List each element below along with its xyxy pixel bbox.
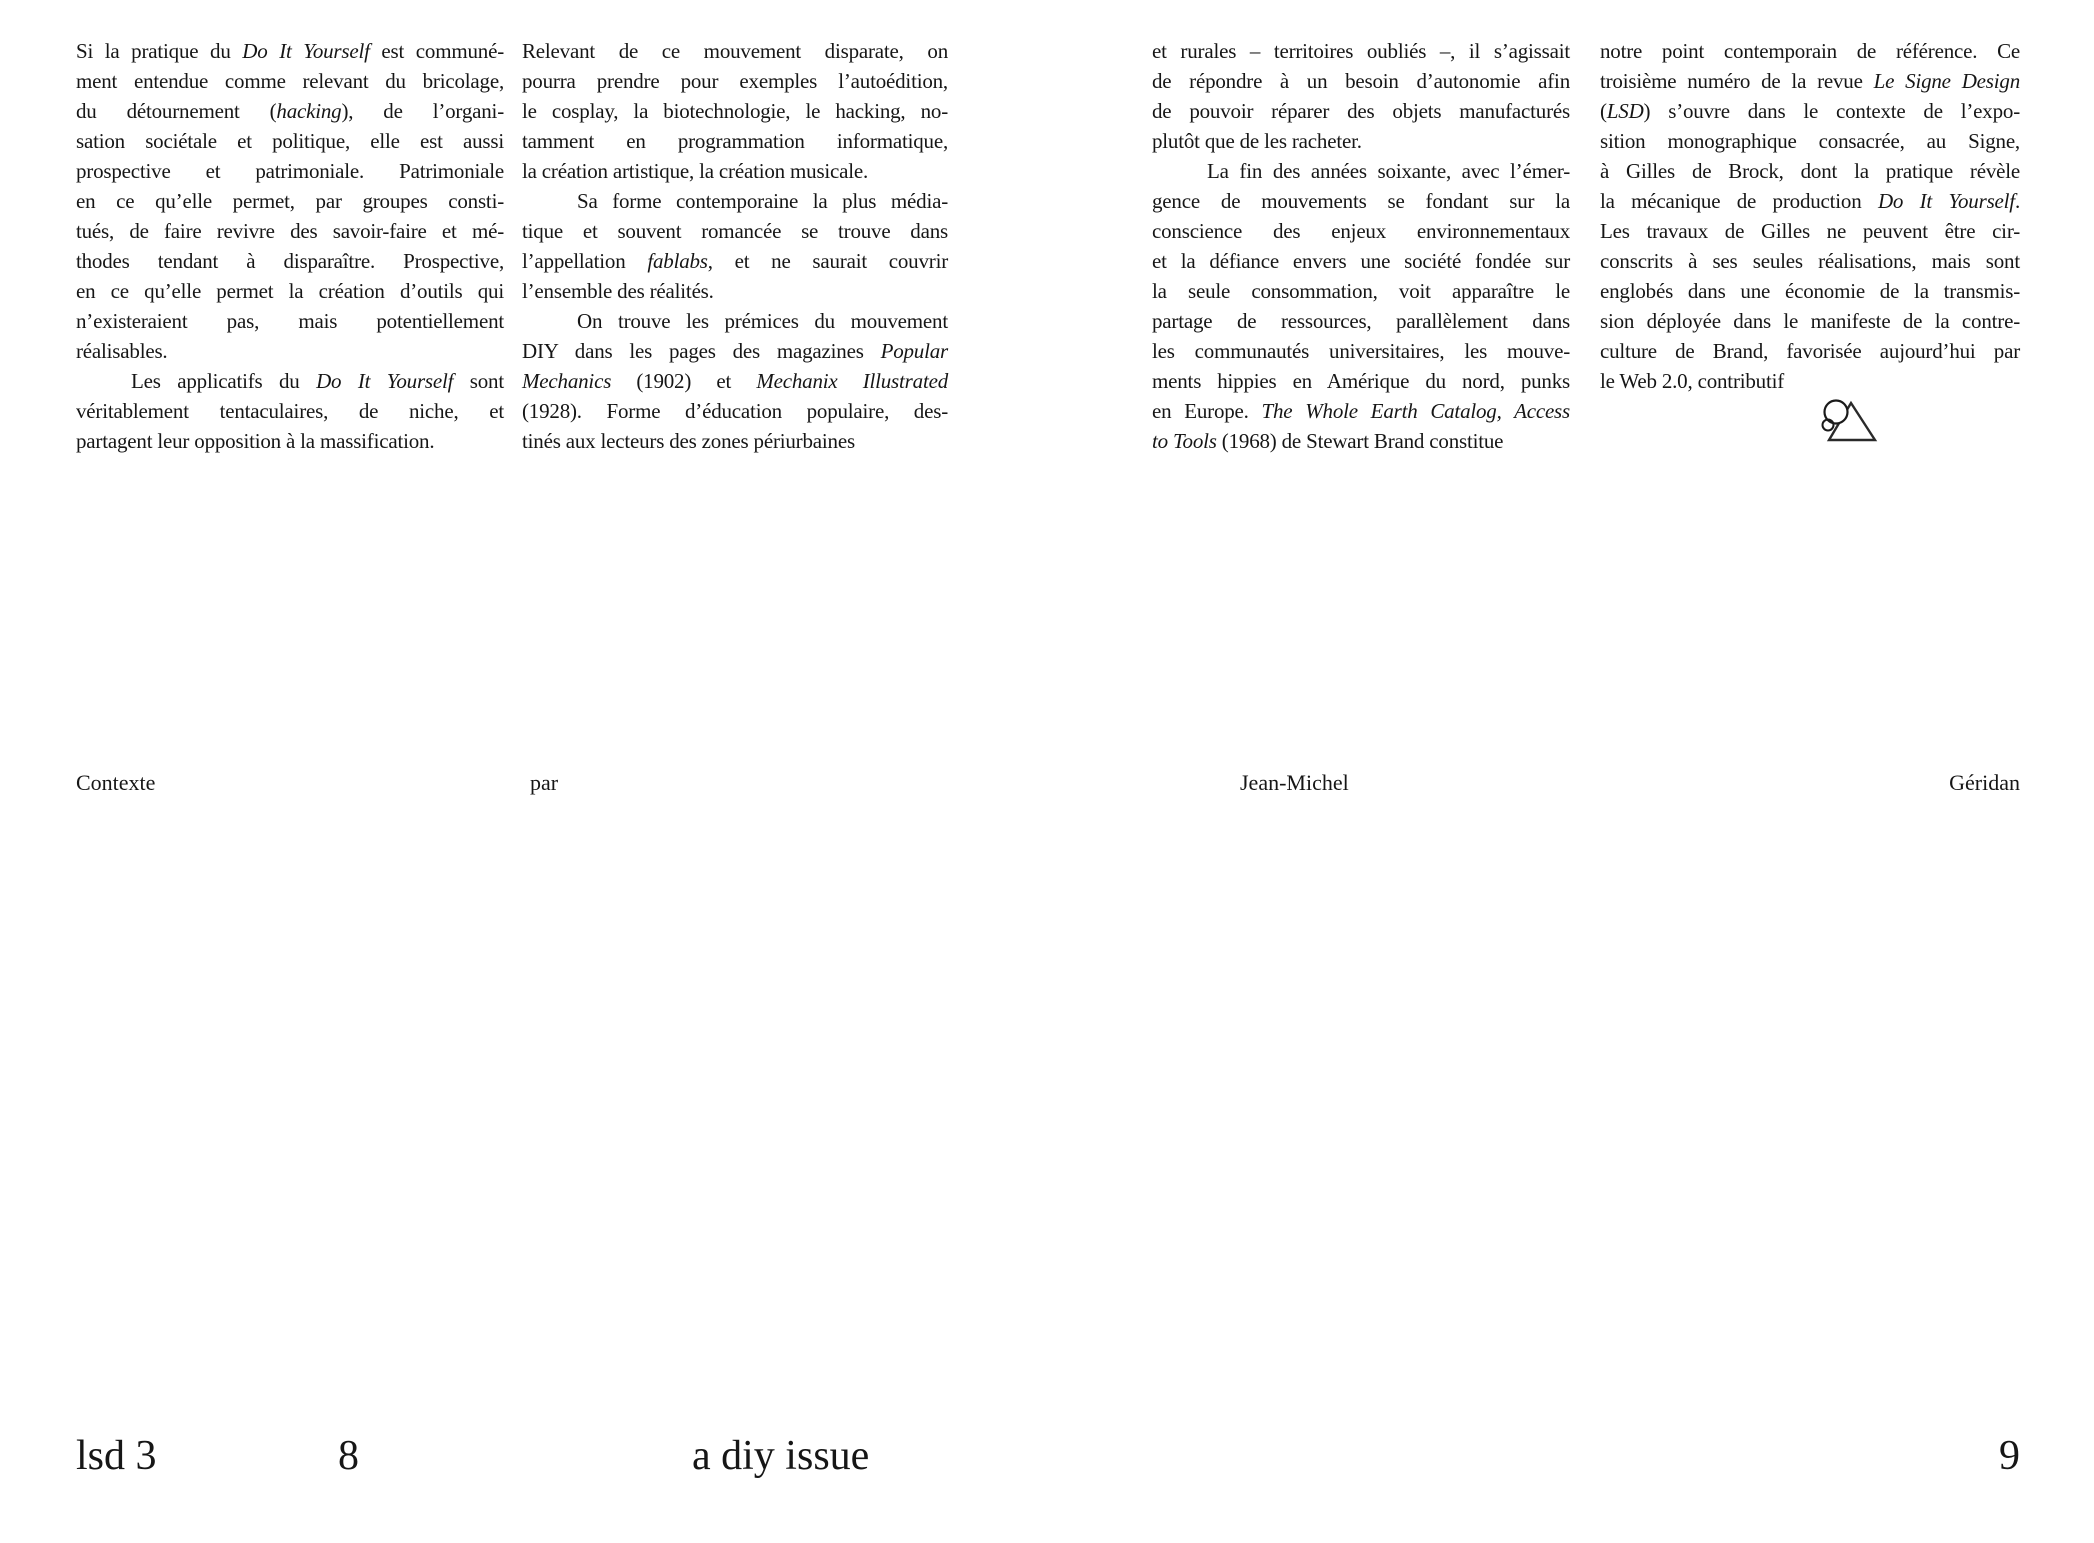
text-line: véritablement tentaculaires, de niche, et [76, 399, 504, 423]
text-line: à Gilles de Brock, dont la pratique révèle [1600, 159, 2020, 183]
text-line: plutôt que de les racheter. [1152, 129, 1362, 153]
text-line: en ce qu’elle permet, par groupes consti- [76, 189, 504, 213]
text-line: notre point contemporain de référence. Ce [1600, 39, 2020, 63]
text-line: la mécanique de production Do It Yourself. [1600, 189, 2021, 213]
text-line: tamment en programmation informatique, [522, 129, 948, 153]
text-line: culture de Brand, favorisée aujourd’hui par [1600, 339, 2020, 363]
text-line: pourra prendre pour exemples l’autoédition, [522, 69, 948, 93]
text-line: La fin des années soixante, avec l’émer- [1207, 159, 1570, 183]
text-line: ments hippies en Amérique du nord, punks [1152, 369, 1570, 393]
text-line: conscience des enjeux environnementaux [1152, 219, 1570, 243]
text-line: en Europe. The Whole Earth Catalog, Access [1152, 399, 1571, 423]
issue-title: a diy issue [692, 1433, 870, 1479]
text-line: réalisables. [76, 339, 168, 363]
text-line: tués, de faire revivre des savoir-faire et mé- [76, 219, 504, 243]
text-line: sation sociétale et politique, elle est aussi [76, 129, 504, 153]
text-line: ment entendue comme relevant du bricolage, [76, 69, 504, 93]
author-first-name: Jean-Michel [1240, 770, 1349, 795]
text-line: partagent leur opposition à la massification. [76, 429, 435, 453]
text-line: et rurales – territoires oubliés –, il s’agissait [1152, 39, 1570, 63]
text-column-1 [76, 36, 504, 456]
text-line: le cosplay, la biotechnologie, le hacking, no- [522, 99, 948, 123]
text-line: de pouvoir réparer des objets manufacturés [1152, 99, 1570, 123]
text-line: thodes tendant à disparaître. Prospective, [76, 249, 504, 273]
issue-code: lsd 3 [76, 1433, 157, 1479]
text-line: en ce qu’elle permet la création d’outils qui [76, 279, 504, 303]
text-line: Sa forme contemporaine la plus média- [577, 189, 948, 213]
section-label: Contexte [76, 770, 156, 795]
text-line: On trouve les prémices du mouvement [577, 309, 948, 333]
text-line: gence de mouvements se fondant sur la [1152, 189, 1570, 213]
text-line: Mechanics (1902) et Mechanix Illustrated [522, 369, 948, 393]
text-line: (1928). Forme d’éducation populaire, des- [522, 399, 948, 423]
text-line: Les travaux de Gilles ne peuvent être cir- [1600, 219, 2020, 243]
text-line: l’ensemble des réalités. [522, 279, 714, 303]
text-line: sition monographique consacrée, au Signe, [1600, 129, 2020, 153]
text-line: du détournement (hacking), de l’organi- [76, 99, 504, 123]
text-line: sion déployée dans le manifeste de la contre- [1600, 309, 2020, 333]
text-line: les communautés universitaires, les mouve- [1152, 339, 1570, 363]
text-column-4 [1600, 36, 2020, 396]
text-line: DIY dans les pages des magazines Popular [522, 339, 948, 363]
text-line: n’existeraient pas, mais potentiellement [76, 309, 504, 333]
text-column-2 [522, 36, 948, 456]
text-line: de répondre à un besoin d’autonomie afin [1152, 69, 1570, 93]
text-line: tique et souvent romancée se trouve dans [522, 219, 948, 243]
text-line: le Web 2.0, contributif [1600, 369, 1785, 393]
text-line: Relevant de ce mouvement disparate, on [522, 39, 948, 63]
text-line: l’appellation fablabs, et ne saurait couvrir [522, 249, 949, 273]
left-page-number: 8 [338, 1433, 359, 1479]
text-line: prospective et patrimoniale. Patrimoniale [76, 159, 504, 183]
text-line: Si la pratique du Do It Yourself est communé- [76, 39, 504, 63]
author-last-name: Géridan [1949, 770, 2020, 795]
text-line: troisième numéro de la revue Le Signe Design [1600, 69, 2020, 93]
text-line: to Tools (1968) de Stewart Brand constitue [1152, 429, 1504, 453]
text-line: la seule consommation, voit apparaître le [1152, 279, 1570, 303]
byline-preposition: par [530, 770, 559, 795]
circle-triangle-ornament-icon [1820, 398, 1880, 446]
right-page-number: 9 [1999, 1433, 2020, 1479]
text-line: Les applicatifs du Do It Yourself sont [131, 369, 504, 393]
text-line: partage de ressources, parallèlement dans [1152, 309, 1570, 333]
text-column-3 [1152, 36, 1570, 456]
text-line: tinés aux lecteurs des zones périurbaines [522, 429, 855, 453]
text-line: conscrits à ses seules réalisations, mais sont [1600, 249, 2020, 273]
text-line: englobés dans une économie de la transmis- [1600, 279, 2020, 303]
text-line: la création artistique, la création musicale. [522, 159, 869, 183]
text-line: (LSD) s’ouvre dans le contexte de l’expo- [1600, 99, 2020, 123]
text-line: et la défiance envers une société fondée sur [1152, 249, 1570, 273]
